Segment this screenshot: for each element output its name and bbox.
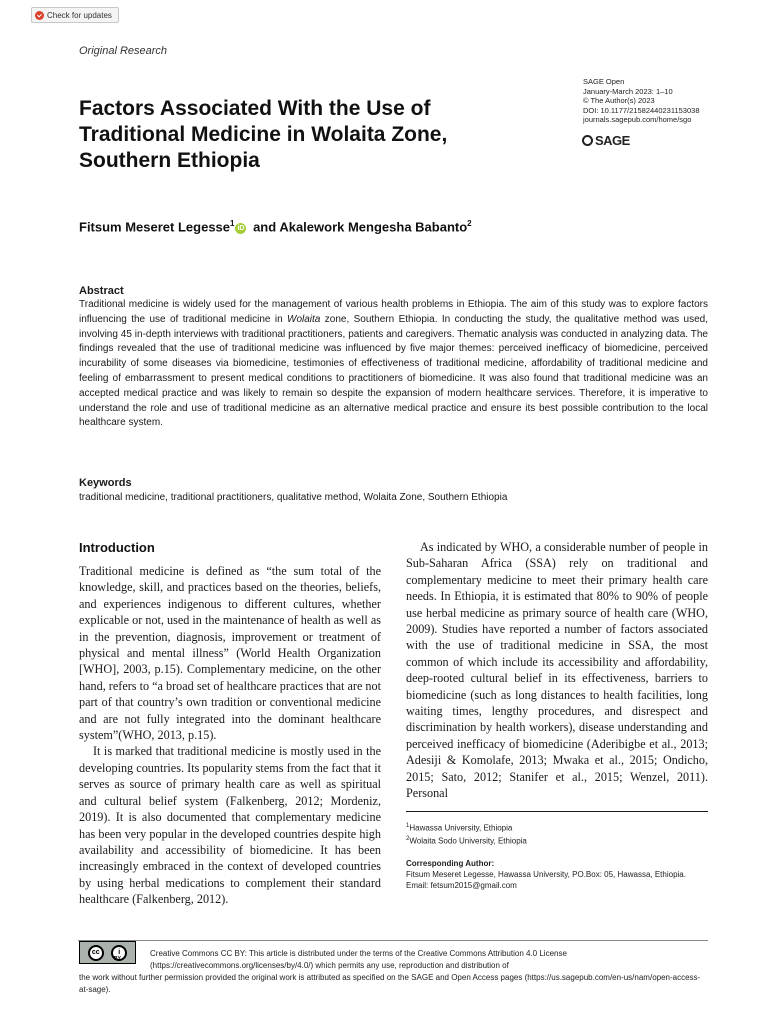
abstract-heading: Abstract: [79, 285, 124, 297]
sage-logo: [582, 133, 630, 148]
sage-logo-text: SAGE: [595, 133, 630, 148]
footnote-marker: 2: [406, 835, 410, 842]
check-updates-icon: [35, 11, 44, 20]
sage-logo-mark-icon: [582, 135, 593, 146]
footnote-divider: [406, 811, 708, 812]
journal-copyright: © The Author(s) 2023: [583, 96, 655, 105]
footnotes: [406, 821, 708, 891]
check-for-updates-label: Check for updates: [47, 10, 112, 20]
body-paragraph: As indicated by WHO, a considerable number of people in Sub-Saharan Africa (SSA) rely on traditional and complementary medicine to meet their primary health care needs. In Ethiopia, it is estimated that 80% to 90% of people use herbal medicine as primary source of health care (WHO, 2009). Studies have reported a number of factors associated with the use of traditional medicine in SSA, the most common of which include its accessibility and affordability, deep-rooted cultural belief in its effectiveness, barriers to biomedicine (such as long distances to health facilities, long waiting times, lengthy procedures, and disrespect and discrimination by health workers), disease understanding and perceived inefficacy of biomedicine (Aderibigbe et al., 2013; Adesiji & Komolafe, 2013; Mwaka et al., 2015; Ondicho, 2015; Sato, 2012; Stanifer et al., 2015; Wenzel, 2011). Personal: [406, 540, 708, 801]
keywords-text: traditional medicine, traditional practitioners, qualitative method, Wolaita Zone, Southern Ethiopia: [79, 492, 508, 503]
affiliation-marker: 2: [467, 219, 472, 228]
orcid-icon[interactable]: iD: [237, 225, 245, 233]
introduction-heading: Introduction: [79, 540, 155, 555]
check-for-updates-button[interactable]: [31, 7, 119, 23]
corresponding-author-email[interactable]: Email: fetsum2015@gmail.com: [406, 881, 517, 891]
affiliation-marker: 1: [230, 219, 235, 228]
journal-name: SAGE Open: [583, 77, 625, 86]
corresponding-author-text: Fitsum Meseret Legesse, Hawassa University, PO.Box: 05, Hawassa, Ethiopia.: [406, 870, 686, 880]
author-list: [79, 219, 472, 234]
body-column-left: [79, 563, 381, 908]
corresponding-author-heading: Corresponding Author:: [406, 859, 495, 869]
journal-doi[interactable]: DOI: 10.1177/21582440231153038: [583, 105, 700, 115]
abstract-text-part: zone, Southern Ethiopia. In conducting the study, the qualitative method was used, involving 45 in-depth interviews with traditional practitioners, patients and caregivers. Thematic analysis was conducted in analyzing data. The findings revealed that the use of traditional medicine was influenced by five major themes: perceived inefficacy of biomedicine, perceived incurability of some diseases via biomedicine, testimonies of effectiveness of traditional medicine, affordability of traditional medicine and feeling of embarrassment to present medical conditions to practitioners of biomedicine. It was also found that traditional medicine was an accepted medical practice and was likely to remain so despite the expansion of modern healthcare services. Therefore, it is imperative to understand the role and use of traditional medicine as an alternative medical practice and ensure its best possible contribution to the local healthcare system.: [79, 313, 708, 429]
license-text: Creative Commons CC BY: This article is distributed under the terms of the Creative Commons Attribution 4.0 License (https://creativecommons.org/licenses/by/4.0/) which permits any use, reproduction and distribution of: [150, 949, 567, 970]
license-text-continued: the work without further permission provided the original work is attributed as specified on the SAGE and Open Access pages (https://us.sagepub.com/en-us/nam/open-access-at-sage).: [79, 973, 701, 994]
license-divider: [78, 940, 708, 941]
journal-url[interactable]: journals.sagepub.com/home/sgo: [583, 115, 692, 124]
affiliation-footnote: [406, 834, 708, 847]
affiliation-text: Wolaita Sodo University, Ethiopia: [409, 836, 527, 846]
body-paragraph: It is marked that traditional medicine is mostly used in the developing countries. Its popularity stems from the fact that it serves as source of primary health care as well as spiritual and cultural belief system (Falkenberg, 2012; Mordeniz, 2019). It is also documented that complementary medicine has been very popular in the developed countries despite high availability and accessibility of biomedicine. It has been increasingly embraced in the context of developed countries by using herbal medications to complement their standard healthcare (Falkenberg, 2012).: [79, 744, 381, 907]
author-name: Fitsum Meseret Legesse: [79, 219, 231, 235]
article-title: Factors Associated With the Use of Traditional Medicine in Wolaita Zone, Southern Ethiopia: [79, 97, 448, 172]
journal-meta: [583, 77, 700, 125]
author-connector: and: [249, 219, 280, 235]
abstract-text-part: Traditional medicine is widely used for the management of various health problems in Ethiopia. The aim of this study was to explore factors influencing the use of traditional medicine in: [79, 299, 708, 325]
article-section-label: Original Research: [79, 45, 168, 57]
attribution-icon: i: [111, 945, 127, 961]
journal-issue: January-March 2023: 1–10: [583, 86, 673, 96]
body-column-right: [406, 539, 708, 802]
author-name: Akalework Mengesha Babanto: [279, 219, 468, 235]
cc-by-label: BY: [114, 956, 121, 962]
footnote-marker: 1: [406, 823, 410, 829]
abstract-italic-term: Wolaita: [287, 313, 321, 325]
body-paragraph: Traditional medicine is defined as “the sum total of the knowledge, skill, and practices based on the theories, beliefs, and experiences indigenous to different cultures, whether explicable or not, used in the maintenance of health as well as in the prevention, diagnosis, improvement or treatment of physical and mental illness” (World Health Organization [WHO], 2003, p.15). Complementary medicine, on the other hand, refers to “a broad set of healthcare practices that are not part of that country’s own tradition or conventional medicine and are not fully integrated into the dominant healthcare system”(WHO, 2013, p.15).: [79, 564, 381, 743]
keywords-heading: Keywords: [79, 477, 132, 489]
cc-icon: cc: [88, 945, 104, 961]
affiliation-text: Hawassa University, Ethiopia: [409, 823, 513, 833]
cc-by-license-icon[interactable]: [79, 941, 136, 964]
affiliation-footnote: [406, 821, 708, 834]
abstract-text: [79, 298, 708, 431]
